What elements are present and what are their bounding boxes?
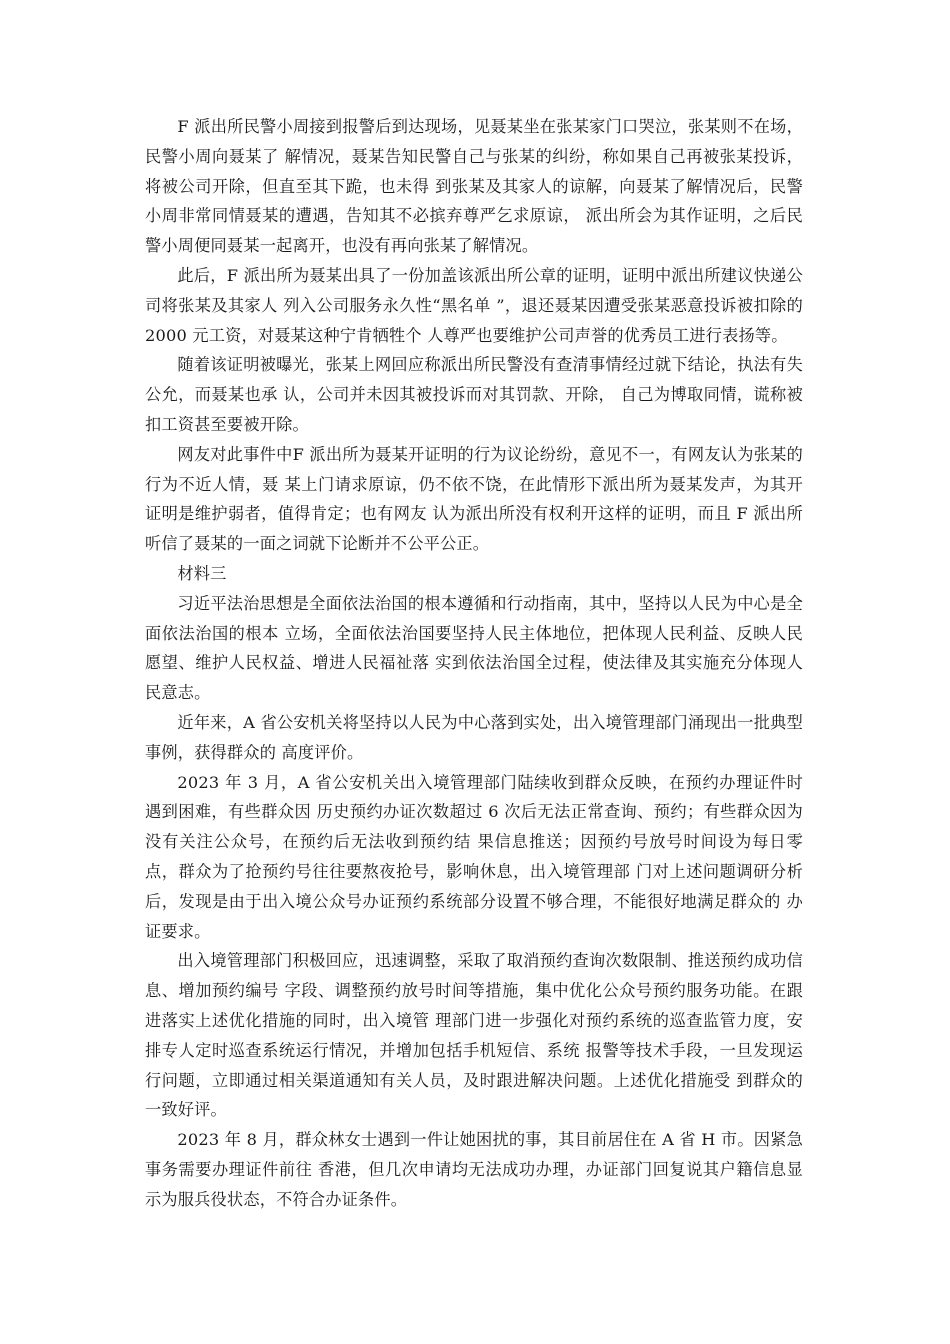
paragraph-5: 习近平法治思想是全面依法治国的根本遵循和行动指南，其中，坚持以人民为中心是全面依法治国的根本 立场，全面依法治国要坚持人民主体地位，把体现人民利益、反映人民愿望、维护人民权益、增进人民福祉落 实到依法治国全过程，使法律及其实施充分体现人民意志。 <box>145 593 803 703</box>
paragraph-8: 出入境管理部门积极回应，迅速调整，采取了取消预约查询次数限制、推送预约成功信息、增加预约编号 字段、调整预约放号时间等措施，集中优化公众号预约服务功能。在跟进落实上述优化措施的同时，出入境管 理部门进一步强化对预约系统的巡查监管力度，安排专人定时巡查系统运行情况，并增加包括手机短信、系统 报警等技术手段，一旦发现运行问题，立即通过相关渠道通知有关人员，及时跟进解决问题。上述优化措施受 到群众的一致好评。 <box>145 951 803 1120</box>
paragraph-6: 近年来，A 省公安机关将坚持以人民为中心落到实处，出入境管理部门涌现出一批典型事例，获得群众的 高度评价。 <box>145 712 803 762</box>
paragraph-2: 此后，F 派出所为聂某出具了一份加盖该派出所公章的证明，证明中派出所建议快递公司将张某及其家人 列入公司服务永久性“黑名单 ”，退还聂某因遭受张某恶意投诉被扣除的 2000 元工资，对聂某这种宁肯牺牲个 人尊严也要维护公司声誉的优秀员工进行表扬等。 <box>145 265 803 345</box>
paragraph-7: 2023 年 3 月，A 省公安机关出入境管理部门陆续收到群众反映，在预约办理证件时遇到困难，有些群众因 历史预约办证次数超过 6 次后无法正常查询、预约；有些群众因为没有关注公众号，在预约后无法收到预约结 果信息推送；因预约号放号时间设为每日零点，群众为了抢预约号往往要熬夜抢号，影响休息，出入境管理部 门对上述问题调研分析后，发现是由于出入境公众号办证预约系统部分设置不够合理，不能很好地满足群众的 办证要求。 <box>145 772 803 941</box>
section-heading-material-3: 材料三 <box>177 563 227 583</box>
paragraph-1: F 派出所民警小周接到报警后到达现场，见聂某坐在张某家门口哭泣，张某则不在场，民警小周向聂某了 解情况，聂某告知民警自己与张某的纠纷，称如果自己再被张某投诉，将被公司开除，但直至其下跪，也未得 到张某及其家人的谅解，向聂某了解情况后，民警小周非常同情聂某的遭遇，告知其不必摈弃尊严乞求原谅， 派出所会为其作证明，之后民警小周便同聂某一起离开，也没有再向张某了解情况。 <box>145 117 803 256</box>
paragraph-3: 随着该证明被曝光，张某上网回应称派出所民警没有查清事情经过就下结论，执法有失公允，而聂某也承 认，公司并未因其被投诉而对其罚款、开除， 自己为博取同情，谎称被扣工资甚至要被开除。 <box>145 355 803 434</box>
paragraph-9: 2023 年 8 月，群众林女士遇到一件让她困扰的事，其目前居住在 A 省 H 市。因紧急事务需要办理证件前往 香港，但几次申请均无法成功办理，办证部门回复说其户籍信息显示为服兵役状态，不符合办证条件。 <box>145 1130 803 1209</box>
document-body <box>145 112 803 1214</box>
paragraph-4: 网友对此事件中F 派出所为聂某开证明的行为议论纷纷，意见不一，有网友认为张某的行为不近人情，聂 某上门请求原谅，仍不依不饶，在此情形下派出所为聂某发声，为其开证明是维护弱者，值得肯定；也有网友 认为派出所没有权利开这样的证明，而且 F 派出所听信了聂某的一面之词就下论断并不公平公正。 <box>145 444 803 554</box>
